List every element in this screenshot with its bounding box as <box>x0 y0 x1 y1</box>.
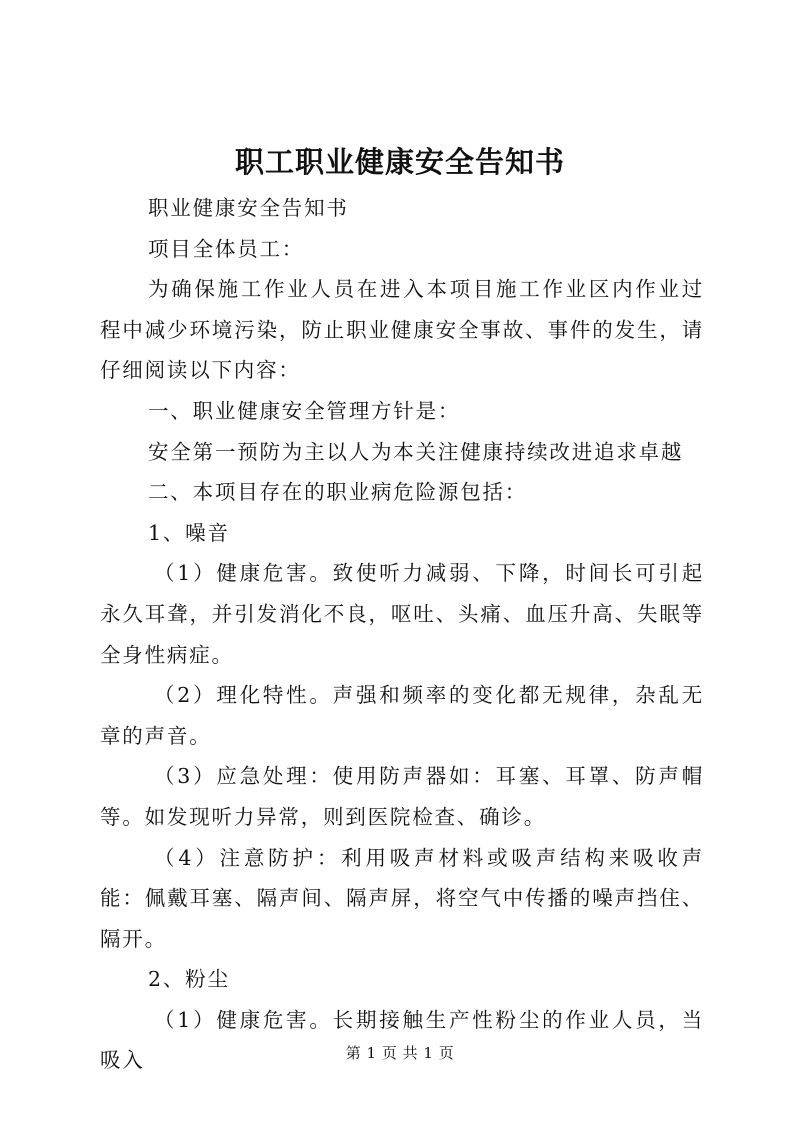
paragraph-noise-protection: （4）注意防护：利用吸声材料或吸声结构来吸收声能：佩戴耳塞、隔声间、隔声屏，将空气中传播的噪声挡住、隔开。 <box>100 845 704 951</box>
document-body <box>100 188 704 1081</box>
paragraph-noise-heading: 1、噪音 <box>148 520 230 545</box>
document-title: 职工职业健康安全告知书 <box>234 145 565 179</box>
paragraph-noise-emergency: （3）应急处理：使用防声器如：耳塞、耳罩、防声帽等。如发现听力异常，则到医院检查、确诊。 <box>100 764 704 829</box>
paragraph-salutation: 项目全体员工： <box>148 236 305 261</box>
paragraph-subtitle: 职业健康安全告知书 <box>148 196 349 220</box>
paragraph-noise-health: （1）健康危害。致使听力减弱、下降，时间长可引起永久耳聋，并引发消化不良，呕吐、头痛、血压升高、失眠等全身性病症。 <box>100 561 704 667</box>
paragraph-dust-health: （1）健康危害。长期接触生产性粉尘的作业人员，当吸入 <box>100 1007 704 1073</box>
paragraph-section-2-heading: 二、本项目存在的职业病危险源包括： <box>148 480 528 505</box>
paragraph-intro: 为确保施工作业人员在进入本项目施工作业区内作业过程中减少环境污染，防止职业健康安全事故、事件的发生，请仔细阅读以下内容： <box>100 277 704 383</box>
paragraph-section-1-heading: 一、职业健康安全管理方针是： <box>148 398 461 423</box>
page-footer: 第 1 页 共 1 页 <box>345 1044 455 1062</box>
paragraph-noise-properties: （2）理化特性。声强和频率的变化都无规律，杂乱无章的声音。 <box>100 683 704 748</box>
paragraph-dust-heading: 2、粉尘 <box>148 967 230 992</box>
paragraph-policy: 安全第一预防为主以人为本关注健康持续改进追求卓越 <box>148 439 684 464</box>
